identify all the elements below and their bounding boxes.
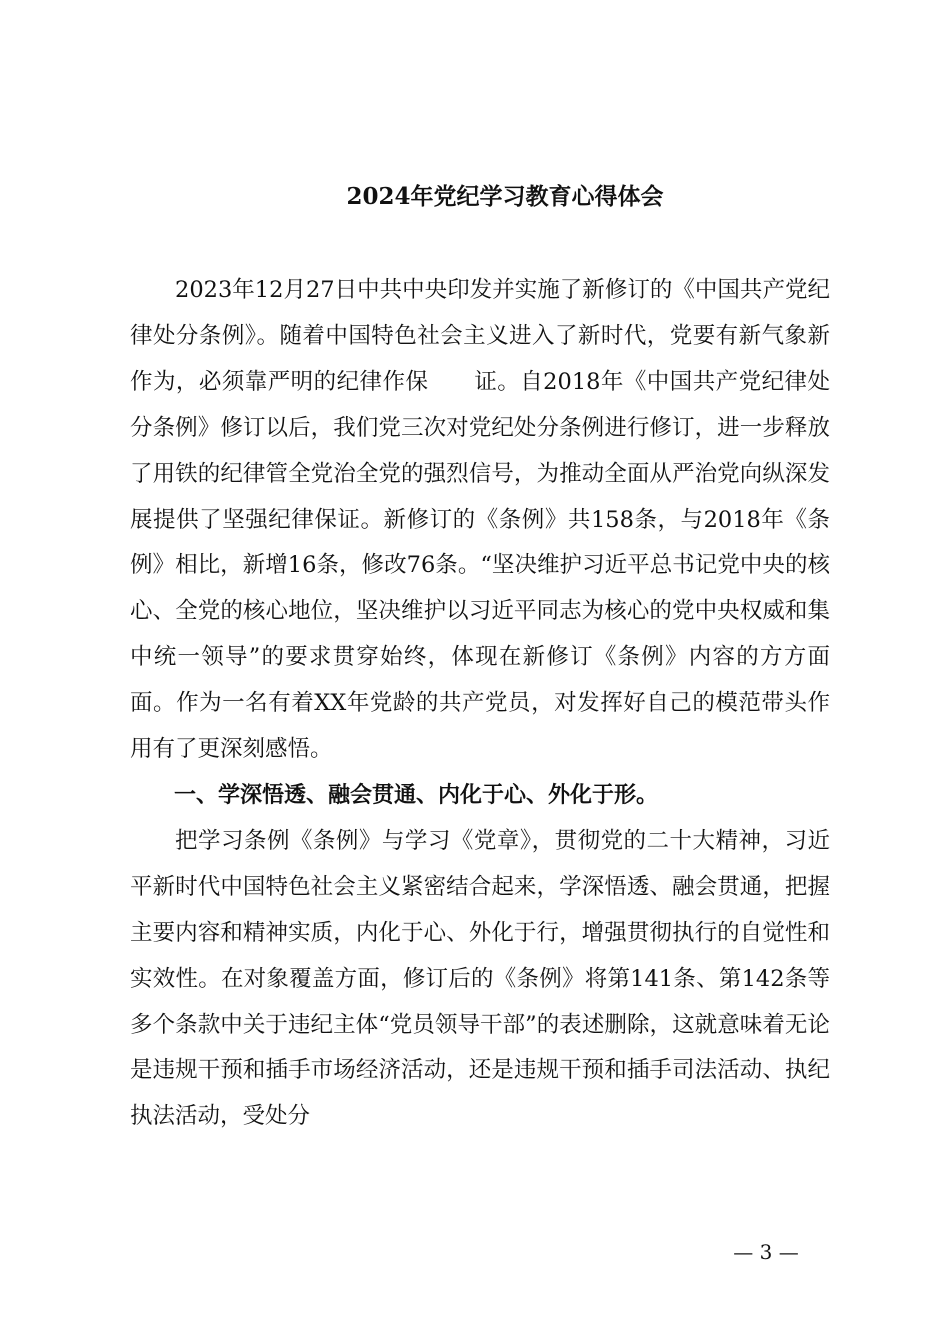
document-title: 2024年党纪学习教育心得体会 <box>346 183 664 210</box>
section-heading-1: 一、学深悟透、融会贯通、内化于心、外化于形。 <box>174 782 659 808</box>
paragraph-intro: 2023年12月27日中共中央印发并实施了新修订的《中国共产党纪律处分条例》。随着中国特色社会主义进入了新时代，党要有新气象新作为，必须靠严明的纪律作保 证。自2018年《中国共产党纪律处分条例》修订以后，我们党三次对党纪处分条例进行修订，进一步释放了用铁的纪律管全党治全党的强烈信号，为推动全面从严治党向纵深发展提供了坚强纪律保证。新修订的《条例》共158条，与2018年《条例》相比，新增16条，修改76条。“坚决维护习近平总书记党中央的核心、全党的核心地位，坚决维护以习近平同志为核心的党中央权威和集中统一领导”的要求贯穿始终，体现在新修订《条例》内容的方方面面。作为一名有着XX年党龄的共产党员，对发挥好自己的模范带头作用有了更深刻感悟。 <box>130 277 830 763</box>
paragraph-section-1: 把学习条例《条例》与学习《党章》，贯彻党的二十大精神，习近平新时代中国特色社会主义紧密结合起来，学深悟透、融会贯通，把握主要内容和精神实质，内化于心、外化于行，增强贯彻执行的自觉性和实效性。在对象覆盖方面，修订后的《条例》将第141条、第142条等多个条款中关于违纪主体“党员领导干部”的表述删除，这就意味着无论是违规干预和插手市场经济活动，还是违规干预和插手司法活动、执纪执法活动，受处分 <box>130 827 830 1130</box>
page-number: — 3 — <box>733 1240 799 1264</box>
document-body <box>130 268 830 1140</box>
